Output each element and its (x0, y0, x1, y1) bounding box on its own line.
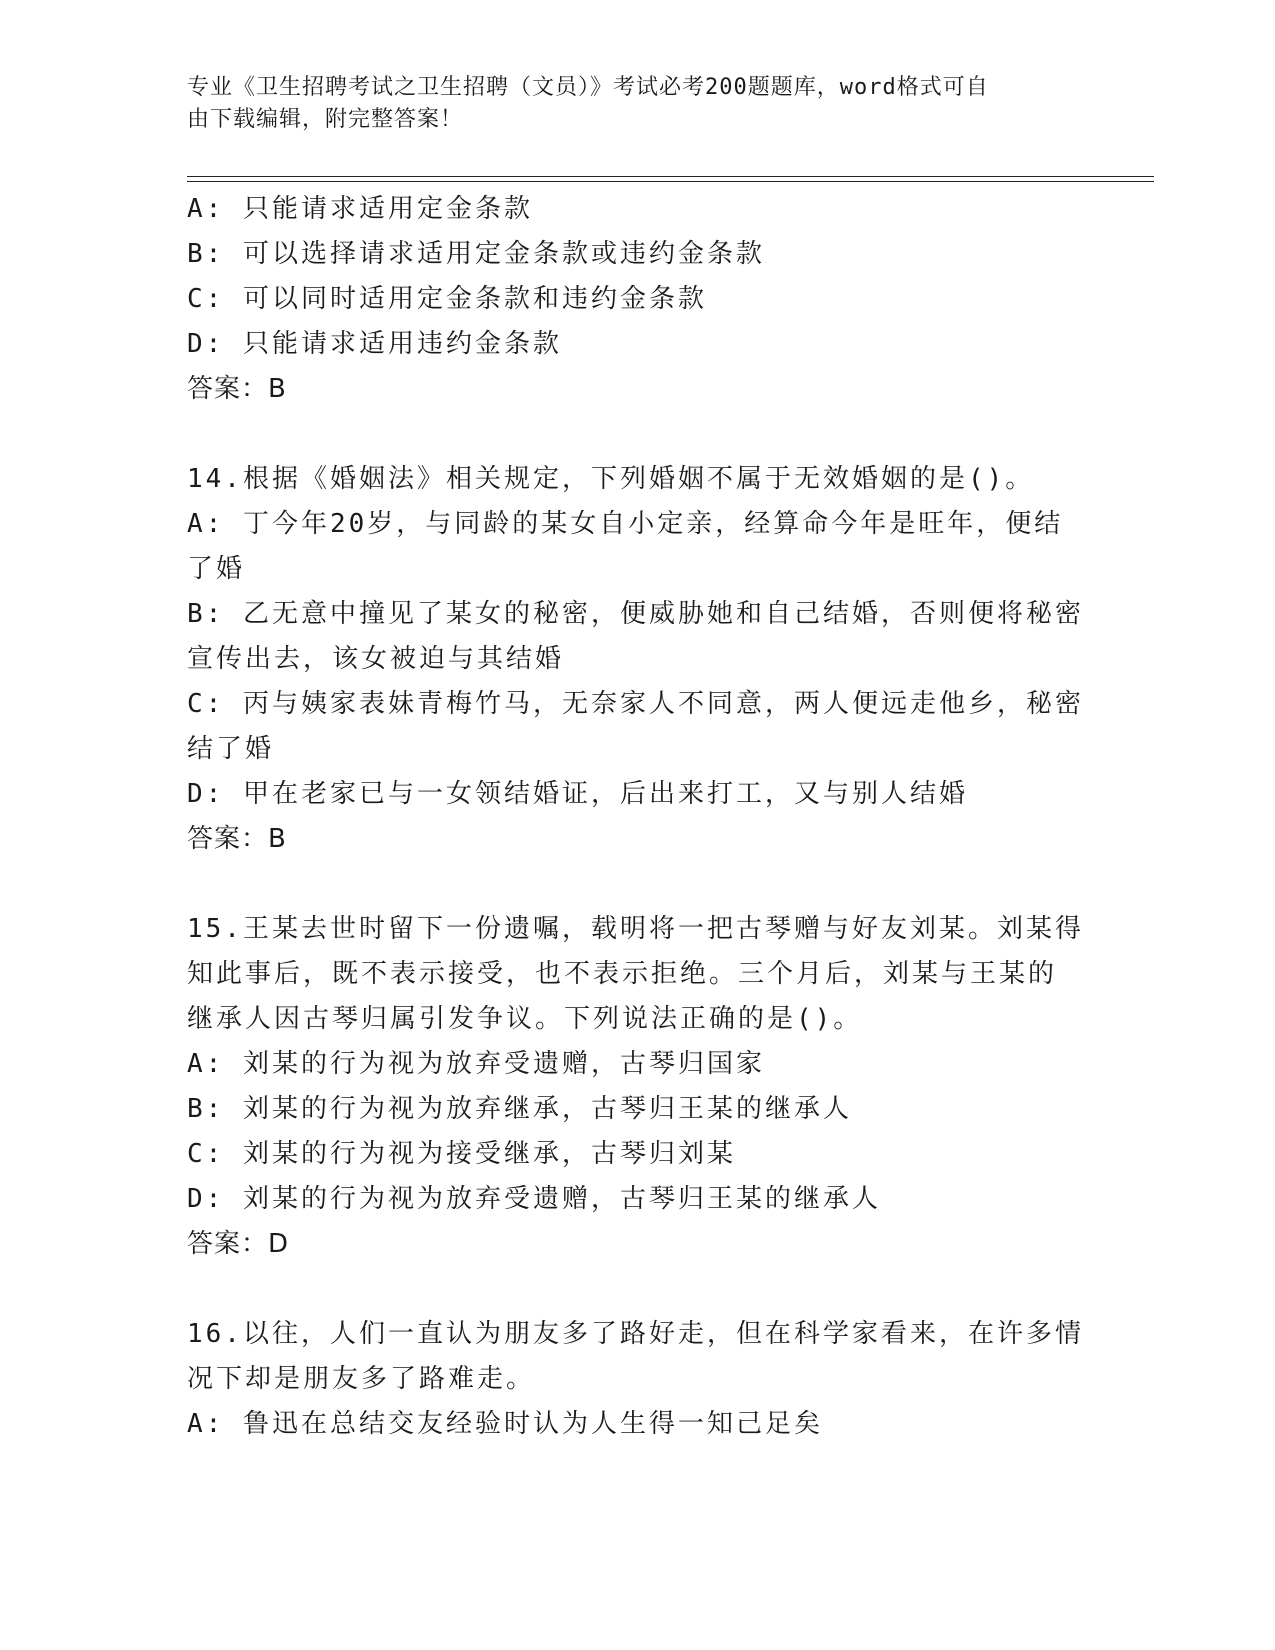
answer: 答案：B (187, 824, 287, 854)
answer: 答案：B (187, 374, 287, 404)
question-13 (187, 187, 1087, 412)
option-a: A: 只能请求适用定金条款 (187, 194, 533, 224)
option-a: A: 刘某的行为视为放弃受遗赠，古琴归国家 (187, 1049, 765, 1079)
answer: 答案：D (187, 1229, 290, 1259)
header-line-2: 由下载编辑，附完整答案！ (187, 107, 464, 132)
option-c: C: 丙与姨家表妹青梅竹马，无奈家人不同意，两人便远走他乡，秘密 (187, 689, 1084, 719)
option-b: B: 可以选择请求适用定金条款或违约金条款 (187, 239, 765, 269)
spacer (187, 412, 1087, 457)
header-divider-bottom (187, 181, 1154, 182)
question-stem: 16.以往，人们一直认为朋友多了路好走，但在科学家看来，在许多情 (187, 1319, 1084, 1349)
option-d: D: 甲在老家已与一女领结婚证，后出来打工，又与别人结婚 (187, 779, 968, 809)
option-a: A: 丁今年20岁，与同龄的某女自小定亲，经算命今年是旺年，便结 (187, 509, 1064, 539)
option-c: C: 可以同时适用定金条款和违约金条款 (187, 284, 707, 314)
option-c: C: 刘某的行为视为接受继承，古琴归刘某 (187, 1139, 736, 1169)
spacer (187, 862, 1087, 907)
question-16 (187, 1312, 1087, 1447)
option-d: D: 只能请求适用违约金条款 (187, 329, 562, 359)
header-line-1: 专业《卫生招聘考试之卫生招聘（文员）》考试必考200题题库，word格式可自 (187, 75, 989, 100)
question-14 (187, 457, 1087, 862)
spacer (187, 1267, 1087, 1312)
question-stem: 15.王某去世时留下一份遗嘱，载明将一把古琴赠与好友刘某。刘某得 (187, 914, 1084, 944)
question-content (187, 187, 1087, 1447)
option-b: B: 乙无意中撞见了某女的秘密，便威胁她和自己结婚，否则便将秘密 (187, 599, 1084, 629)
document-header (187, 72, 1067, 136)
option-d: D: 刘某的行为视为放弃受遗赠，古琴归王某的继承人 (187, 1184, 881, 1214)
question-stem-continued: 知此事后，既不表示接受，也不表示拒绝。三个月后，刘某与王某的 (187, 959, 1058, 989)
question-15 (187, 907, 1087, 1267)
option-c-continued: 结了婚 (187, 734, 275, 764)
option-a-continued: 了婚 (187, 554, 246, 584)
option-a: A: 鲁迅在总结交友经验时认为人生得一知己足矣 (187, 1409, 823, 1439)
question-stem-continued: 继承人因古琴归属引发争议。下列说法正确的是()。 (187, 1004, 863, 1034)
header-divider-top (187, 176, 1154, 177)
option-b: B: 刘某的行为视为放弃继承，古琴归王某的继承人 (187, 1094, 852, 1124)
question-stem-continued: 况下却是朋友多了路难走。 (187, 1364, 536, 1394)
option-b-continued: 宣传出去，该女被迫与其结婚 (187, 644, 565, 674)
question-stem: 14.根据《婚姻法》相关规定，下列婚姻不属于无效婚姻的是()。 (187, 464, 1035, 494)
